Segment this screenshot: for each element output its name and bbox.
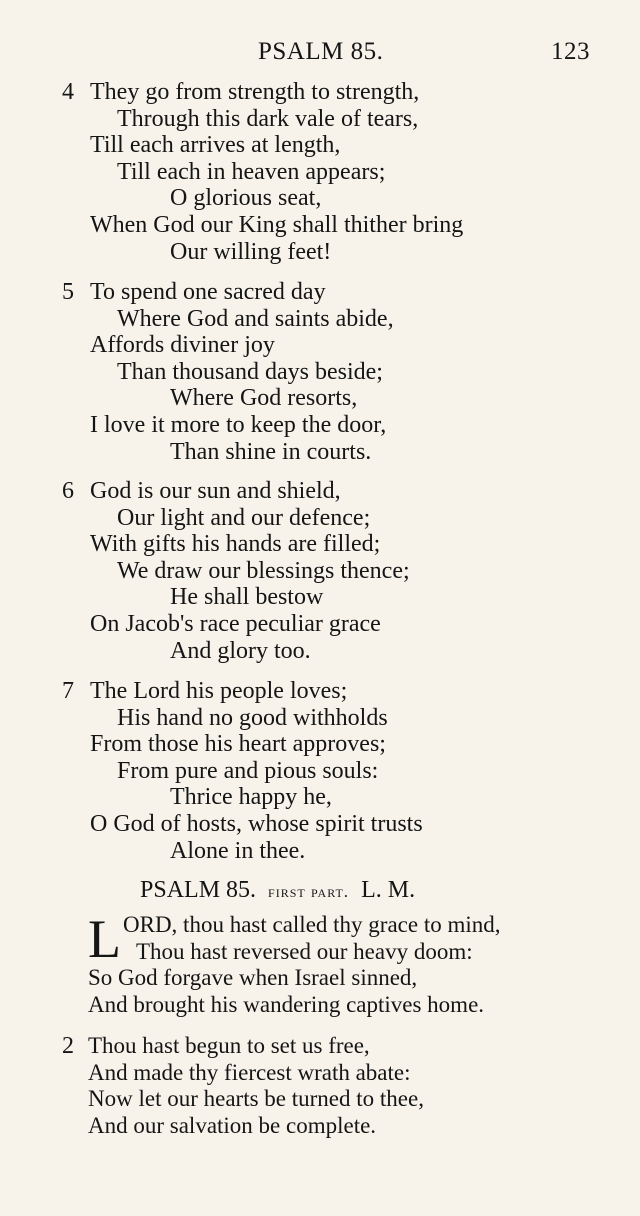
- hymn-line: Thou hast begun to set us free,: [88, 1033, 370, 1058]
- verse-line: O God of hosts, whose spirit trusts: [90, 810, 423, 837]
- running-title: PSALM 85.: [258, 38, 384, 65]
- hymn-stanza-1: [0, 909, 640, 1018]
- verse-line: Than shine in courts.: [170, 438, 372, 465]
- verse-number: 6: [62, 478, 74, 504]
- stanza-6: [0, 478, 640, 664]
- verse-line: Thrice happy he,: [170, 784, 332, 811]
- hymn-line: Now let our hearts be turned to thee,: [88, 1086, 424, 1112]
- verse-line: Alone in thee.: [170, 837, 306, 864]
- verse-number: 7: [62, 678, 74, 704]
- verse-line: He shall bestow: [170, 584, 324, 611]
- verse-line: Affords diviner joy: [90, 332, 275, 359]
- verse-line: I love it more to keep the door,: [90, 411, 387, 438]
- stanza-4: [0, 79, 640, 265]
- verse-line: They go from strength to strength,: [90, 79, 420, 105]
- verse-line: Where God resorts,: [170, 385, 358, 412]
- verse-line: From pure and pious souls:: [117, 757, 379, 784]
- hymn-stanza-2: [0, 1033, 640, 1139]
- hymn-line: Thou hast reversed our heavy doom:: [136, 938, 473, 964]
- hymn-line: ORD, thou hast called thy grace to mind,: [123, 912, 501, 937]
- page-number: 123: [551, 38, 590, 65]
- verse-line: We draw our blessings thence;: [117, 557, 410, 584]
- verse-line: With gifts his hands are filled;: [90, 531, 381, 558]
- verse-line: O glorious seat,: [170, 185, 322, 212]
- hymn-line: And brought his wandering captives home.: [88, 991, 485, 1017]
- verse-line: Than thousand days beside;: [117, 358, 383, 385]
- section-title: PSALM 85.: [140, 877, 257, 903]
- hymn-line: And made thy fiercest wrath abate:: [88, 1059, 411, 1085]
- verse-line: His hand no good withholds: [117, 704, 388, 731]
- verse-number: 4: [62, 79, 74, 105]
- verse-line: Through this dark vale of tears,: [117, 105, 419, 132]
- running-head: [0, 38, 640, 72]
- drop-cap: L: [88, 909, 121, 969]
- verse-line: And glory too.: [170, 637, 311, 664]
- verse-line: From those his heart approves;: [90, 731, 386, 758]
- verse-line: Till each arrives at length,: [90, 132, 341, 159]
- verse-line: Where God and saints abide,: [117, 305, 394, 332]
- verse-line: To spend one sacred day: [90, 279, 326, 305]
- section-part: first part.: [268, 882, 350, 901]
- verse-line: On Jacob's race peculiar grace: [90, 610, 381, 637]
- hymn-line: And our salvation be complete.: [88, 1112, 377, 1138]
- hymn-line: So God forgave when Israel sinned,: [88, 965, 418, 991]
- verse-number: 2: [62, 1033, 74, 1059]
- verse-line: God is our sun and shield,: [90, 478, 341, 504]
- stanza-5: [0, 279, 640, 465]
- stanza-7: [0, 678, 640, 864]
- verse-line: When God our King shall thither bring: [90, 211, 464, 238]
- section-heading: [140, 877, 415, 904]
- section-meter: L. M.: [361, 877, 416, 903]
- verse-line: The Lord his people loves;: [90, 678, 348, 704]
- verse-line: Our light and our defence;: [117, 504, 371, 531]
- verse-line: Our willing feet!: [170, 238, 332, 265]
- verse-line: Till each in heaven appears;: [117, 158, 386, 185]
- verse-number: 5: [62, 279, 74, 305]
